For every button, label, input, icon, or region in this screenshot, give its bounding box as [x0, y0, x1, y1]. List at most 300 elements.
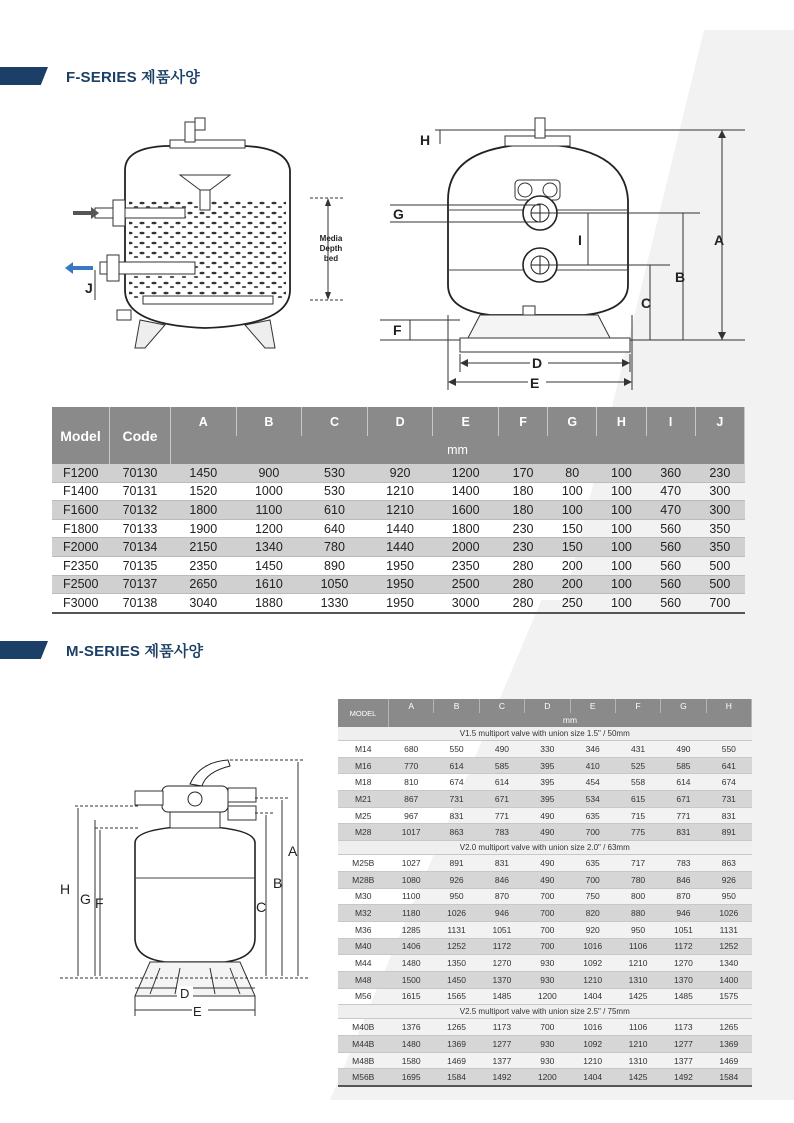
value-cell: 1200: [525, 988, 570, 1005]
model-cell: M25: [338, 807, 389, 824]
value-cell: 680: [389, 741, 434, 758]
value-cell: 930: [525, 1052, 570, 1069]
column-header: A: [389, 699, 434, 713]
value-cell: 100: [597, 519, 646, 538]
table-row: [338, 988, 752, 1005]
value-cell: 300: [695, 501, 744, 520]
value-cell: 500: [695, 575, 744, 594]
value-cell: 671: [661, 791, 706, 808]
value-cell: 490: [525, 824, 570, 841]
value-cell: 150: [548, 538, 597, 557]
value-cell: 1200: [433, 464, 499, 482]
column-header: E: [570, 699, 615, 713]
code-cell: 70133: [110, 519, 171, 538]
value-cell: 930: [525, 955, 570, 972]
value-cell: 614: [434, 757, 479, 774]
value-cell: 946: [661, 905, 706, 922]
value-cell: 1173: [479, 1019, 524, 1036]
m-series-table-body: [338, 727, 752, 1086]
f-series-spec-table: [52, 407, 745, 614]
model-cell: M44B: [338, 1036, 389, 1053]
value-cell: 891: [706, 824, 751, 841]
value-cell: 700: [525, 905, 570, 922]
value-cell: 1172: [661, 938, 706, 955]
value-cell: 1210: [367, 501, 433, 520]
m-series-dimension-diagram: [50, 748, 320, 1028]
model-cell: F2350: [52, 556, 110, 575]
column-header: F: [615, 699, 660, 713]
value-cell: 1370: [479, 971, 524, 988]
model-cell: M44: [338, 955, 389, 972]
value-cell: 771: [661, 807, 706, 824]
value-cell: 1369: [706, 1036, 751, 1053]
table-row: [338, 741, 752, 758]
value-cell: 280: [498, 594, 547, 613]
table-row: [338, 971, 752, 988]
group-label: V2.5 multiport valve with union size 2.5" / 75mm: [338, 1005, 752, 1019]
value-cell: 731: [706, 791, 751, 808]
value-cell: 1950: [367, 594, 433, 613]
model-cell: F1800: [52, 519, 110, 538]
value-cell: 771: [479, 807, 524, 824]
value-cell: 280: [498, 556, 547, 575]
value-cell: 780: [615, 871, 660, 888]
value-cell: 490: [525, 871, 570, 888]
dimension-label-j: J: [85, 280, 93, 296]
value-cell: 530: [302, 464, 368, 482]
value-cell: 880: [615, 905, 660, 922]
table-row: [52, 501, 745, 520]
column-header: F: [498, 407, 547, 436]
value-cell: 490: [479, 741, 524, 758]
value-cell: 1450: [236, 556, 302, 575]
column-header: E: [433, 407, 499, 436]
value-cell: 1285: [389, 921, 434, 938]
value-cell: 1950: [367, 575, 433, 594]
model-cell: M30: [338, 888, 389, 905]
value-cell: 1051: [479, 921, 524, 938]
table-row: [338, 921, 752, 938]
value-cell: 1106: [615, 1019, 660, 1036]
value-cell: 1131: [706, 921, 751, 938]
value-cell: 1210: [615, 1036, 660, 1053]
column-header-model: Model: [52, 407, 110, 464]
value-cell: 831: [479, 855, 524, 872]
value-cell: 1026: [706, 905, 751, 922]
m-series-spec-table: [338, 699, 752, 1087]
value-cell: 1026: [434, 905, 479, 922]
column-header: H: [597, 407, 646, 436]
media-depth-label-2: Depth: [319, 244, 343, 253]
dimension-label-i: I: [578, 232, 582, 248]
model-cell: M48B: [338, 1052, 389, 1069]
value-cell: 1370: [661, 971, 706, 988]
value-cell: 1000: [236, 482, 302, 501]
dimension-label-d: D: [532, 355, 543, 371]
model-cell: M25B: [338, 855, 389, 872]
value-cell: 1584: [434, 1069, 479, 1086]
value-cell: 1210: [570, 1052, 615, 1069]
value-cell: 1610: [236, 575, 302, 594]
model-cell: M32: [338, 905, 389, 922]
table-row: [338, 824, 752, 841]
value-cell: 930: [525, 1036, 570, 1053]
value-cell: 1106: [615, 938, 660, 955]
value-cell: 395: [525, 774, 570, 791]
model-cell: M14: [338, 741, 389, 758]
table-row: [338, 905, 752, 922]
value-cell: 1800: [433, 519, 499, 538]
value-cell: 1210: [570, 971, 615, 988]
value-cell: 783: [479, 824, 524, 841]
code-cell: 70131: [110, 482, 171, 501]
table-row: [52, 556, 745, 575]
value-cell: 1900: [171, 519, 237, 538]
value-cell: 700: [570, 824, 615, 841]
value-cell: 930: [525, 971, 570, 988]
value-cell: 635: [570, 807, 615, 824]
value-cell: 1100: [236, 501, 302, 520]
value-cell: 1520: [171, 482, 237, 501]
value-cell: 100: [597, 482, 646, 501]
value-cell: 1270: [661, 955, 706, 972]
value-cell: 560: [646, 519, 695, 538]
dimension-label-e: E: [530, 375, 540, 391]
heading-accent-bar: [0, 67, 48, 85]
value-cell: 2650: [171, 575, 237, 594]
table-row: [338, 791, 752, 808]
value-cell: 1265: [706, 1019, 751, 1036]
value-cell: 863: [706, 855, 751, 872]
model-cell: M40B: [338, 1019, 389, 1036]
code-cell: 70138: [110, 594, 171, 613]
value-cell: 585: [479, 757, 524, 774]
value-cell: 2000: [433, 538, 499, 557]
table-row: [52, 538, 745, 557]
value-cell: 700: [525, 938, 570, 955]
value-cell: 360: [646, 464, 695, 482]
value-cell: 1200: [236, 519, 302, 538]
table-row: [52, 519, 745, 538]
value-cell: 395: [525, 791, 570, 808]
value-cell: 530: [302, 482, 368, 501]
value-cell: 180: [498, 501, 547, 520]
value-cell: 100: [597, 575, 646, 594]
table-row: [338, 774, 752, 791]
value-cell: 846: [479, 871, 524, 888]
code-cell: 70134: [110, 538, 171, 557]
value-cell: 1575: [706, 988, 751, 1005]
unit-header: mm: [171, 436, 745, 464]
value-cell: 1310: [615, 1052, 660, 1069]
model-cell: M28: [338, 824, 389, 841]
f-series-title: F-SERIES 제품사양: [66, 68, 200, 86]
model-cell: M36: [338, 921, 389, 938]
value-cell: 410: [570, 757, 615, 774]
value-cell: 926: [706, 871, 751, 888]
column-header-code: Code: [110, 407, 171, 464]
value-cell: 2350: [433, 556, 499, 575]
table-row: [338, 1052, 752, 1069]
value-cell: 610: [302, 501, 368, 520]
dimension-label-c: C: [641, 295, 652, 311]
code-cell: 70137: [110, 575, 171, 594]
value-cell: 560: [646, 556, 695, 575]
value-cell: 1695: [389, 1069, 434, 1086]
value-cell: 1469: [706, 1052, 751, 1069]
value-cell: 717: [615, 855, 660, 872]
value-cell: 558: [615, 774, 660, 791]
value-cell: 1400: [433, 482, 499, 501]
value-cell: 863: [434, 824, 479, 841]
table-row: [52, 594, 745, 613]
value-cell: 946: [479, 905, 524, 922]
value-cell: 867: [389, 791, 434, 808]
value-cell: 700: [695, 594, 744, 613]
value-cell: 1369: [434, 1036, 479, 1053]
model-cell: M48: [338, 971, 389, 988]
value-cell: 770: [389, 757, 434, 774]
code-cell: 70132: [110, 501, 171, 520]
table-row: [52, 575, 745, 594]
value-cell: 1469: [434, 1052, 479, 1069]
value-cell: 1340: [236, 538, 302, 557]
value-cell: 1404: [570, 988, 615, 1005]
value-cell: 1406: [389, 938, 434, 955]
f-series-cutaway-diagram: [55, 110, 375, 355]
value-cell: 100: [597, 538, 646, 557]
code-cell: 70130: [110, 464, 171, 482]
value-cell: 280: [498, 575, 547, 594]
value-cell: 1210: [367, 482, 433, 501]
value-cell: 1492: [479, 1069, 524, 1086]
table-row: [338, 855, 752, 872]
value-cell: 870: [479, 888, 524, 905]
value-cell: 700: [570, 871, 615, 888]
value-cell: 1173: [661, 1019, 706, 1036]
value-cell: 1376: [389, 1019, 434, 1036]
value-cell: 614: [661, 774, 706, 791]
value-cell: 1404: [570, 1069, 615, 1086]
value-cell: 900: [236, 464, 302, 482]
value-cell: 674: [706, 774, 751, 791]
value-cell: 100: [597, 556, 646, 575]
value-cell: 831: [661, 824, 706, 841]
value-cell: 1800: [171, 501, 237, 520]
model-cell: F2000: [52, 538, 110, 557]
value-cell: 2150: [171, 538, 237, 557]
value-cell: 200: [548, 556, 597, 575]
value-cell: 920: [570, 921, 615, 938]
dimension-label-h: H: [420, 132, 431, 148]
value-cell: 1092: [570, 955, 615, 972]
model-cell: M28B: [338, 871, 389, 888]
table-row: [338, 871, 752, 888]
value-cell: 641: [706, 757, 751, 774]
dimension-label-e: E: [193, 1004, 202, 1019]
model-cell: M40: [338, 938, 389, 955]
value-cell: 1950: [367, 556, 433, 575]
value-cell: 870: [661, 888, 706, 905]
model-cell: M21: [338, 791, 389, 808]
column-header: B: [236, 407, 302, 436]
dimension-label-f: F: [95, 895, 104, 911]
model-cell: F1200: [52, 464, 110, 482]
value-cell: 1080: [389, 871, 434, 888]
value-cell: 1492: [661, 1069, 706, 1086]
value-cell: 890: [302, 556, 368, 575]
dimension-label-b: B: [273, 875, 283, 891]
value-cell: 1210: [615, 955, 660, 972]
value-cell: 1330: [302, 594, 368, 613]
media-depth-label-3: bed: [323, 254, 339, 263]
value-cell: 967: [389, 807, 434, 824]
value-cell: 395: [525, 757, 570, 774]
value-cell: 100: [597, 501, 646, 520]
value-cell: 1565: [434, 988, 479, 1005]
value-cell: 560: [646, 575, 695, 594]
value-cell: 831: [706, 807, 751, 824]
value-cell: 831: [434, 807, 479, 824]
dimension-label-c: C: [256, 899, 267, 915]
value-cell: 1580: [389, 1052, 434, 1069]
value-cell: 346: [570, 741, 615, 758]
value-cell: 1252: [434, 938, 479, 955]
model-cell: F1600: [52, 501, 110, 520]
table-row: [338, 1019, 752, 1036]
value-cell: 1425: [615, 1069, 660, 1086]
value-cell: 950: [615, 921, 660, 938]
value-cell: 750: [570, 888, 615, 905]
m-series-title: M-SERIES 제품사양: [66, 642, 204, 660]
value-cell: 1584: [706, 1069, 751, 1086]
group-label: V2.0 multiport valve with union size 2.0" / 63mm: [338, 841, 752, 855]
value-cell: 715: [615, 807, 660, 824]
value-cell: 1485: [479, 988, 524, 1005]
value-cell: 350: [695, 538, 744, 557]
column-header: G: [548, 407, 597, 436]
code-cell: 70135: [110, 556, 171, 575]
value-cell: 1180: [389, 905, 434, 922]
dimension-label-h: H: [60, 881, 71, 897]
value-cell: 100: [548, 482, 597, 501]
f-series-table-body: [52, 464, 745, 613]
value-cell: 180: [498, 482, 547, 501]
dimension-label-g: G: [80, 891, 91, 907]
value-cell: 1450: [171, 464, 237, 482]
value-cell: 1277: [661, 1036, 706, 1053]
model-cell: F3000: [52, 594, 110, 613]
column-header: C: [479, 699, 524, 713]
table-row: [338, 1036, 752, 1053]
value-cell: 330: [525, 741, 570, 758]
value-cell: 100: [597, 464, 646, 482]
value-cell: 350: [695, 519, 744, 538]
value-cell: 820: [570, 905, 615, 922]
table-row: [338, 888, 752, 905]
value-cell: 1485: [661, 988, 706, 1005]
model-cell: F2500: [52, 575, 110, 594]
dimension-label-f: F: [393, 322, 402, 338]
value-cell: 100: [597, 594, 646, 613]
value-cell: 500: [695, 556, 744, 575]
column-header: A: [171, 407, 237, 436]
value-cell: 1600: [433, 501, 499, 520]
dimension-label-b: B: [675, 269, 686, 285]
value-cell: 300: [695, 482, 744, 501]
value-cell: 674: [434, 774, 479, 791]
dimension-label-g: G: [393, 206, 404, 222]
dimension-label-a: A: [288, 843, 298, 859]
value-cell: 640: [302, 519, 368, 538]
f-series-dimension-diagram: [360, 110, 760, 395]
value-cell: 1480: [389, 1036, 434, 1053]
value-cell: 1100: [389, 888, 434, 905]
table-row: [338, 807, 752, 824]
value-cell: 80: [548, 464, 597, 482]
value-cell: 3000: [433, 594, 499, 613]
value-cell: 490: [661, 741, 706, 758]
value-cell: 700: [525, 921, 570, 938]
column-header: I: [646, 407, 695, 436]
table-row: [338, 938, 752, 955]
model-cell: F1400: [52, 482, 110, 501]
value-cell: 1270: [479, 955, 524, 972]
column-header: J: [695, 407, 744, 436]
m-series-heading: [0, 640, 203, 660]
value-cell: 490: [525, 807, 570, 824]
value-cell: 1500: [389, 971, 434, 988]
value-cell: 431: [615, 741, 660, 758]
model-cell: M18: [338, 774, 389, 791]
value-cell: 1440: [367, 519, 433, 538]
value-cell: 560: [646, 538, 695, 557]
column-header: G: [661, 699, 706, 713]
model-cell: M16: [338, 757, 389, 774]
table-row: [52, 464, 745, 482]
column-header: B: [434, 699, 479, 713]
value-cell: 926: [434, 871, 479, 888]
value-cell: 2350: [171, 556, 237, 575]
value-cell: 1340: [706, 955, 751, 972]
value-cell: 1450: [434, 971, 479, 988]
value-cell: 950: [706, 888, 751, 905]
value-cell: 1377: [479, 1052, 524, 1069]
value-cell: 1615: [389, 988, 434, 1005]
value-cell: 490: [525, 855, 570, 872]
value-cell: 615: [615, 791, 660, 808]
value-cell: 800: [615, 888, 660, 905]
table-row: [338, 1069, 752, 1086]
group-row: [338, 841, 752, 855]
value-cell: 230: [498, 538, 547, 557]
value-cell: 1440: [367, 538, 433, 557]
value-cell: 170: [498, 464, 547, 482]
column-header: C: [302, 407, 368, 436]
value-cell: 700: [525, 1019, 570, 1036]
table-row: [338, 955, 752, 972]
value-cell: 700: [525, 888, 570, 905]
unit-header: mm: [389, 713, 752, 727]
column-header: D: [367, 407, 433, 436]
value-cell: 550: [706, 741, 751, 758]
value-cell: 1016: [570, 938, 615, 955]
dimension-label-a: A: [714, 232, 725, 248]
value-cell: 783: [661, 855, 706, 872]
value-cell: 1016: [570, 1019, 615, 1036]
value-cell: 1172: [479, 938, 524, 955]
value-cell: 454: [570, 774, 615, 791]
